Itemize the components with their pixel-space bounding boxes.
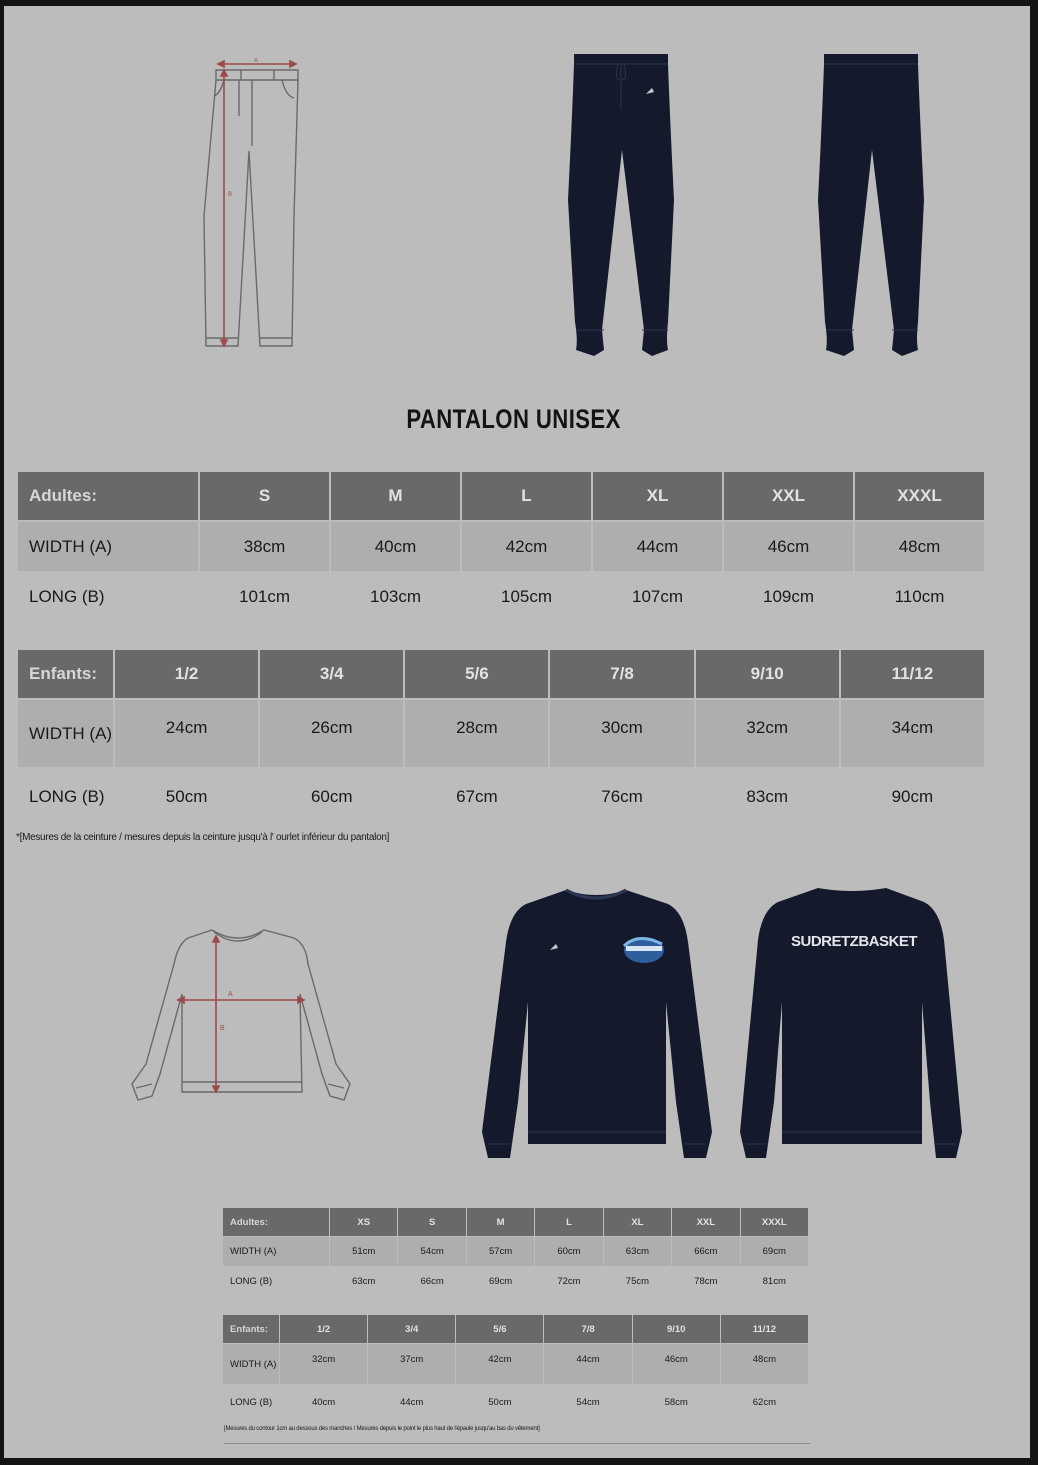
size-header: M (331, 472, 460, 520)
divider (224, 1443, 810, 1444)
table-cell: 69cm (488, 1276, 513, 1287)
table-label: Adultes: (18, 472, 198, 520)
diagram-label-a: A (253, 58, 259, 64)
size-guide-page (4, 6, 1030, 1458)
table-cell: 42cm (462, 522, 591, 571)
diagram-label-b: B (220, 1025, 225, 1032)
table-cell: 67cm (456, 787, 498, 806)
row-label: WIDTH (A) (18, 522, 198, 571)
size-header: L (462, 472, 591, 520)
table-cell: 37cm (368, 1344, 455, 1384)
table-cell: 38cm (200, 522, 329, 571)
size-header: XL (604, 1208, 671, 1236)
table-cell: 63cm (604, 1237, 671, 1266)
table-cell: 42cm (456, 1344, 543, 1384)
table-cell: 90cm (891, 787, 934, 806)
pants-back-image (814, 50, 929, 362)
size-header: S (200, 472, 329, 520)
sweatshirt-adult-size-table (222, 1207, 809, 1297)
diagram-label-a: A (228, 991, 233, 998)
pants-front-image (564, 50, 679, 362)
size-header: 1/2 (115, 650, 258, 698)
size-header: XXL (672, 1208, 739, 1236)
size-header: 9/10 (633, 1315, 720, 1343)
pants-kids-size-table (16, 648, 986, 827)
size-header: 9/10 (696, 650, 839, 698)
row-label: WIDTH (A) (223, 1344, 279, 1384)
table-cell: 44cm (593, 522, 722, 571)
table-cell: 60cm (535, 1237, 602, 1266)
table-cell: 50cm (488, 1396, 512, 1408)
row-label: LONG (B) (29, 587, 105, 606)
table-cell: 46cm (633, 1344, 720, 1384)
table-label: Adultes: (223, 1208, 329, 1236)
sweatshirt-kids-size-table (222, 1314, 809, 1420)
table-cell: 105cm (500, 587, 553, 606)
table-cell: 66cm (672, 1237, 739, 1266)
diagram-label-b: B (228, 192, 233, 198)
pants-title: PANTALON UNISEX (406, 404, 621, 434)
sweatshirt-front-image (478, 882, 714, 1164)
table-cell: 26cm (260, 700, 403, 767)
table-cell: 75cm (625, 1276, 650, 1287)
table-cell: 66cm (420, 1276, 444, 1287)
size-header: 5/6 (456, 1315, 543, 1343)
table-cell: 40cm (311, 1396, 336, 1408)
table-cell: 107cm (631, 587, 684, 606)
row-label: LONG (B) (230, 1396, 273, 1408)
size-header: L (535, 1208, 602, 1236)
table-cell: 101cm (238, 587, 291, 606)
row-label: WIDTH (A) (223, 1237, 329, 1266)
pants-measurement-diagram (194, 56, 324, 356)
size-header: XS (330, 1208, 397, 1236)
sweatshirt-measurement-diagram (122, 924, 354, 1104)
pants-measurement-note: *[Mesures de la ceinture / mesures depuis la ceinture jusqu'à l' ourlet inférieur du pantalon] (16, 832, 390, 843)
row-label: LONG (B) (29, 787, 105, 806)
table-cell: 32cm (696, 700, 839, 767)
size-header: XXL (724, 472, 853, 520)
table-cell: 28cm (405, 700, 548, 767)
size-header: XXXL (855, 472, 984, 520)
pants-adult-size-table (16, 470, 986, 623)
size-header: 1/2 (280, 1315, 367, 1343)
table-cell: 81cm (762, 1276, 786, 1287)
table-cell: 63cm (352, 1276, 376, 1287)
size-header: 7/8 (544, 1315, 631, 1343)
table-cell: 57cm (467, 1237, 534, 1266)
row-label: WIDTH (A) (18, 700, 113, 767)
table-cell: 50cm (165, 787, 208, 806)
size-header: 7/8 (550, 650, 693, 698)
table-cell: 44cm (544, 1344, 631, 1384)
table-cell: 54cm (398, 1237, 465, 1266)
table-cell: 62cm (752, 1396, 776, 1408)
table-cell: 78cm (694, 1276, 718, 1287)
table-label: Enfants: (223, 1315, 279, 1343)
table-cell: 72cm (557, 1276, 581, 1287)
table-cell: 103cm (369, 587, 422, 606)
row-label: LONG (B) (230, 1276, 273, 1287)
size-header: 11/12 (841, 650, 984, 698)
sweatshirt-measurement-note: [Mesures du contour 1cm au dessous des manches / Mesures depuis le point le plus haut de l'épaule jusqu'au bas du vêtement] (224, 1426, 540, 1432)
size-header: 3/4 (368, 1315, 455, 1343)
size-header: 5/6 (405, 650, 548, 698)
sweatshirt-back-image (736, 882, 966, 1164)
table-cell: 30cm (550, 700, 693, 767)
table-cell: 46cm (724, 522, 853, 571)
table-cell: 60cm (310, 787, 353, 806)
table-cell: 40cm (331, 522, 460, 571)
table-cell: 24cm (115, 700, 258, 767)
table-cell: 44cm (400, 1396, 424, 1408)
table-cell: 110cm (894, 587, 945, 606)
table-cell: 109cm (762, 587, 815, 606)
size-header: M (467, 1208, 534, 1236)
size-header: XXXL (741, 1208, 808, 1236)
table-cell: 69cm (741, 1237, 808, 1266)
size-header: XL (593, 472, 722, 520)
size-header: 11/12 (721, 1315, 808, 1343)
table-cell: 51cm (330, 1237, 397, 1266)
table-label: Enfants: (18, 650, 113, 698)
size-header: 3/4 (260, 650, 403, 698)
table-cell: 48cm (721, 1344, 808, 1384)
table-cell: 76cm (601, 787, 643, 806)
table-cell: 48cm (855, 522, 984, 571)
back-print-text: SUDRETZBASKET (790, 933, 918, 950)
table-cell: 32cm (280, 1344, 367, 1384)
table-cell: 54cm (576, 1396, 600, 1408)
club-logo-icon (624, 937, 664, 963)
table-cell: 83cm (746, 787, 788, 806)
table-cell: 34cm (841, 700, 984, 767)
size-header: S (398, 1208, 465, 1236)
table-cell: 58cm (664, 1396, 688, 1408)
